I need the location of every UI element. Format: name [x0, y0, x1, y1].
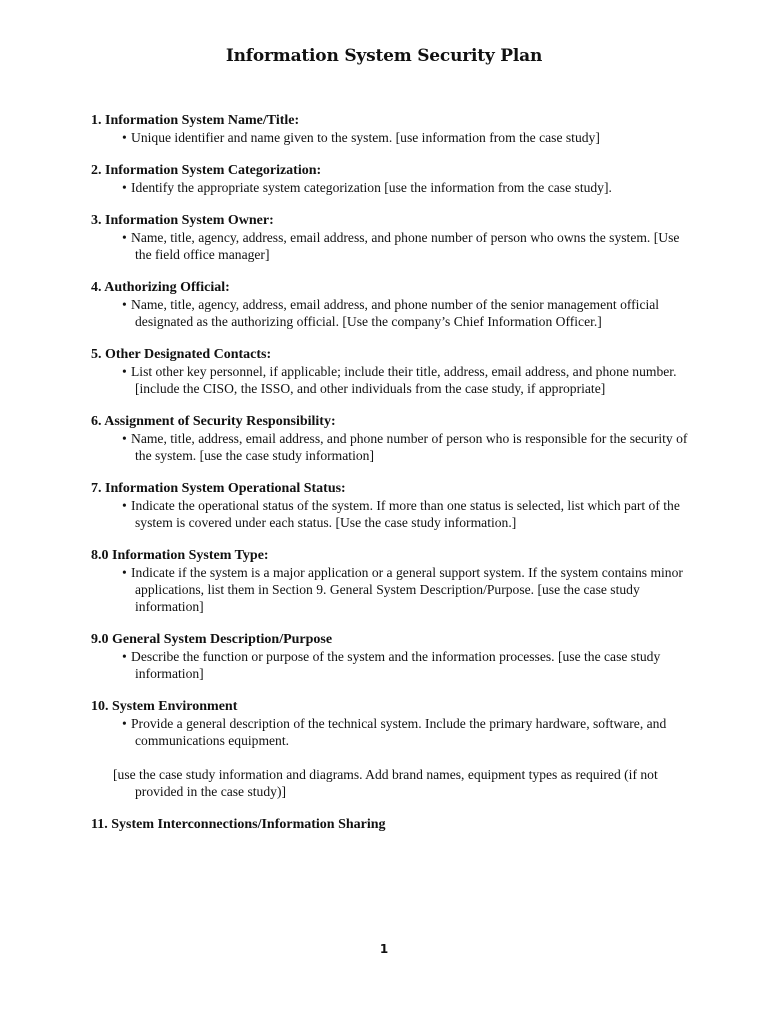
section-bullet	[91, 648, 691, 682]
bullet-icon: •	[122, 716, 127, 731]
section-heading: 8.0 Information System Type:	[91, 548, 269, 563]
bullet-icon: •	[122, 364, 127, 379]
section-5	[91, 346, 691, 397]
bullet-icon: •	[122, 431, 127, 446]
section-heading: 9.0 General System Description/Purpose	[91, 632, 333, 647]
bullet-text: Name, title, agency, address, email address, and phone number of the senior management official designated as the authorizing official. [Use the company’s Chief Information Officer.]	[131, 297, 660, 329]
section-3	[91, 212, 691, 263]
section-heading: 10. System Environment	[91, 699, 238, 714]
bullet-text: Name, title, address, email address, and phone number of person who is responsible for the security of the system. [use the case study information]	[131, 431, 688, 463]
bullet-text: Unique identifier and name given to the system. [use information from the case study]	[131, 130, 600, 145]
section-10	[91, 698, 691, 800]
bullet-icon: •	[122, 230, 127, 245]
bullet-text: Identify the appropriate system categorization [use the information from the case study].	[131, 180, 612, 195]
bullet-text: Indicate the operational status of the system. If more than one status is selected, list which part of the system is covered under each status. [Use the case study information.]	[131, 498, 680, 530]
section-bullet	[91, 363, 691, 397]
section-1	[91, 112, 691, 146]
section-heading: 3. Information System Owner:	[91, 213, 274, 228]
bullet-text: Provide a general description of the technical system. Include the primary hardware, software, and communications equipment.	[131, 716, 667, 748]
section-bullet	[91, 179, 691, 196]
section-bullet	[91, 564, 691, 615]
section-4	[91, 279, 691, 330]
bullet-icon: •	[122, 297, 127, 312]
section-9	[91, 631, 691, 682]
section-bullet	[91, 296, 691, 330]
section-bullet	[91, 129, 691, 146]
section-heading: 11. System Interconnections/Information Sharing	[91, 817, 386, 832]
bullet-text: Indicate if the system is a major application or a general support system. If the system contains minor applications, list them in Section 9. General System Description/Purpose. [use the case study information]	[131, 565, 683, 614]
section-7	[91, 480, 691, 531]
bullet-icon: •	[122, 498, 127, 513]
section-bullet	[91, 229, 691, 263]
section-11	[91, 816, 691, 833]
bullet-icon: •	[122, 649, 127, 664]
document-title: Information System Security Plan	[225, 46, 543, 66]
section-heading: 7. Information System Operational Status:	[91, 481, 346, 496]
section-heading: 5. Other Designated Contacts:	[91, 347, 272, 362]
section-bullet	[91, 497, 691, 531]
section-heading: 1. Information System Name/Title:	[91, 113, 300, 128]
section-6	[91, 413, 691, 464]
bullet-text: Describe the function or purpose of the system and the information processes. [use the case study information]	[131, 649, 661, 681]
section-heading: 4. Authorizing Official:	[91, 280, 230, 295]
bullet-icon: •	[122, 180, 127, 195]
document-body	[91, 112, 691, 849]
section-bullet	[91, 430, 691, 464]
section-8	[91, 547, 691, 615]
section-bullet	[91, 715, 691, 749]
bullet-text: List other key personnel, if applicable; include their title, address, email address, and phone number. [include the CISO, the ISSO, and other individuals from the case study, if appropriate]	[131, 364, 677, 396]
bullet-icon: •	[122, 130, 127, 145]
section-2	[91, 162, 691, 196]
page-number: 1	[379, 942, 389, 956]
bullet-text: Name, title, agency, address, email address, and phone number of person who owns the system. [Use the field office manager]	[131, 230, 680, 262]
bullet-icon: •	[122, 565, 127, 580]
section-heading: 2. Information System Categorization:	[91, 163, 322, 178]
section-heading: 6. Assignment of Security Responsibility:	[91, 414, 336, 429]
section-note: [use the case study information and diagrams. Add brand names, equipment types as required (if not provided in the case study)]	[113, 767, 658, 799]
